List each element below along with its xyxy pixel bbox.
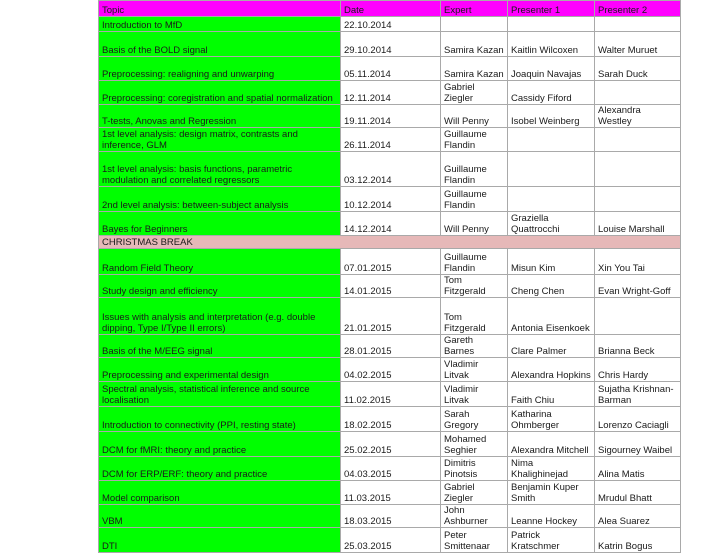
expert-cell: Vladimir Litvak bbox=[441, 382, 508, 407]
header-topic: Topic bbox=[99, 1, 341, 17]
presenter-2-cell: Sigourney Waibel bbox=[595, 432, 681, 457]
date-cell: 14.12.2014 bbox=[341, 212, 441, 236]
header-row bbox=[99, 1, 681, 17]
presenter-2-cell bbox=[595, 81, 681, 105]
date-cell: 19.11.2014 bbox=[341, 105, 441, 128]
table-row bbox=[99, 298, 681, 335]
table-row bbox=[99, 335, 681, 358]
expert-cell: Tom Fitzgerald bbox=[441, 275, 508, 298]
date-cell: 05.11.2014 bbox=[341, 57, 441, 81]
presenter-1-cell: Isobel Weinberg bbox=[508, 105, 595, 128]
presenter-1-cell: Nima Khalighinejad bbox=[508, 457, 595, 481]
table-row bbox=[99, 407, 681, 432]
topic-cell: Preprocessing and experimental design bbox=[99, 358, 341, 382]
separator-label: CHRISTMAS BREAK bbox=[99, 236, 681, 249]
presenter-1-cell: Cassidy Fiford bbox=[508, 81, 595, 105]
topic-cell: Study design and efficiency bbox=[99, 275, 341, 298]
table-row bbox=[99, 432, 681, 457]
expert-cell: Guillaume Flandin bbox=[441, 128, 508, 152]
date-cell: 03.12.2014 bbox=[341, 152, 441, 187]
table-row bbox=[99, 528, 681, 553]
topic-cell: 1st level analysis: basis functions, parametric modulation and correlated regressors bbox=[99, 152, 341, 187]
date-cell: 14.01.2015 bbox=[341, 275, 441, 298]
date-cell: 11.03.2015 bbox=[341, 481, 441, 505]
header-expert: Expert bbox=[441, 1, 508, 17]
table-row bbox=[99, 212, 681, 236]
expert-cell: Guillaume Flandin bbox=[441, 187, 508, 212]
presenter-2-cell bbox=[595, 152, 681, 187]
topic-cell: T-tests, Anovas and Regression bbox=[99, 105, 341, 128]
presenter-2-cell: Sarah Duck bbox=[595, 57, 681, 81]
presenter-2-cell: Xin You Tai bbox=[595, 249, 681, 275]
topic-cell: Bayes for Beginners bbox=[99, 212, 341, 236]
presenter-2-cell: Walter Muruet bbox=[595, 32, 681, 57]
presenter-1-cell: Patrick Kratschmer bbox=[508, 528, 595, 553]
topic-cell: 1st level analysis: design matrix, contrasts and inference, GLM bbox=[99, 128, 341, 152]
presenter-2-cell bbox=[595, 187, 681, 212]
presenter-1-cell: Alexandra Hopkins bbox=[508, 358, 595, 382]
topic-cell: Basis of the M/EEG signal bbox=[99, 335, 341, 358]
table-row bbox=[99, 187, 681, 212]
presenter-2-cell: Sujatha Krishnan-Barman bbox=[595, 382, 681, 407]
expert-cell: Sarah Gregory bbox=[441, 407, 508, 432]
presenter-1-cell: Alexandra Mitchell bbox=[508, 432, 595, 457]
presenter-1-cell: Faith Chiu bbox=[508, 382, 595, 407]
presenter-2-cell: Alexandra Westley bbox=[595, 105, 681, 128]
expert-cell: Tom Fitzgerald bbox=[441, 298, 508, 335]
presenter-2-cell: Louise Marshall bbox=[595, 212, 681, 236]
table-row bbox=[99, 481, 681, 505]
header-date: Date bbox=[341, 1, 441, 17]
presenter-2-cell bbox=[595, 298, 681, 335]
date-cell: 21.01.2015 bbox=[341, 298, 441, 335]
presenter-1-cell bbox=[508, 128, 595, 152]
table-row bbox=[99, 105, 681, 128]
expert-cell: Guillaume Flandin bbox=[441, 152, 508, 187]
table-row bbox=[99, 128, 681, 152]
presenter-1-cell: Kaitlin Wilcoxen bbox=[508, 32, 595, 57]
expert-cell: Dimitris Pinotsis bbox=[441, 457, 508, 481]
table-row bbox=[99, 358, 681, 382]
topic-cell: Model comparison bbox=[99, 481, 341, 505]
topic-cell: Spectral analysis, statistical inference and source localisation bbox=[99, 382, 341, 407]
presenter-2-cell: Evan Wright-Goff bbox=[595, 275, 681, 298]
topic-cell: DCM for ERP/ERF: theory and practice bbox=[99, 457, 341, 481]
expert-cell: John Ashburner bbox=[441, 505, 508, 528]
presenter-2-cell: Lorenzo Caciagli bbox=[595, 407, 681, 432]
presenter-1-cell: Joaquin Navajas bbox=[508, 57, 595, 81]
expert-cell: Vladimir Litvak bbox=[441, 358, 508, 382]
table-row bbox=[99, 152, 681, 187]
expert-cell: Will Penny bbox=[441, 105, 508, 128]
presenter-2-cell: Mrudul Bhatt bbox=[595, 481, 681, 505]
table-row bbox=[99, 382, 681, 407]
table-row bbox=[99, 17, 681, 32]
table-row bbox=[99, 81, 681, 105]
date-cell: 28.01.2015 bbox=[341, 335, 441, 358]
header-presenter-2: Presenter 2 bbox=[595, 1, 681, 17]
expert-cell: Gabriel Ziegler bbox=[441, 481, 508, 505]
presenter-2-cell bbox=[595, 128, 681, 152]
presenter-1-cell: Graziella Quattrocchi bbox=[508, 212, 595, 236]
topic-cell: Introduction to MfD bbox=[99, 17, 341, 32]
date-cell: 12.11.2014 bbox=[341, 81, 441, 105]
date-cell: 07.01.2015 bbox=[341, 249, 441, 275]
topic-cell: Issues with analysis and interpretation (e.g. double dipping, Type I/Type II errors) bbox=[99, 298, 341, 335]
presenter-1-cell bbox=[508, 152, 595, 187]
date-cell: 10.12.2014 bbox=[341, 187, 441, 212]
presenter-1-cell: Benjamin Kuper Smith bbox=[508, 481, 595, 505]
separator-row bbox=[99, 236, 681, 249]
presenter-1-cell: Antonia Eisenkoek bbox=[508, 298, 595, 335]
expert-cell: Peter Smittenaar bbox=[441, 528, 508, 553]
presenter-1-cell: Misun Kim bbox=[508, 249, 595, 275]
table-row bbox=[99, 457, 681, 481]
presenter-1-cell: Katharina Ohmberger bbox=[508, 407, 595, 432]
presenter-1-cell bbox=[508, 17, 595, 32]
topic-cell: VBM bbox=[99, 505, 341, 528]
table-row bbox=[99, 32, 681, 57]
expert-cell: Guillaume Flandin bbox=[441, 249, 508, 275]
date-cell: 25.02.2015 bbox=[341, 432, 441, 457]
schedule-table bbox=[98, 0, 681, 553]
table-row bbox=[99, 505, 681, 528]
date-cell: 25.03.2015 bbox=[341, 528, 441, 553]
expert-cell: Samira Kazan bbox=[441, 57, 508, 81]
date-cell: 18.02.2015 bbox=[341, 407, 441, 432]
topic-cell: Random Field Theory bbox=[99, 249, 341, 275]
expert-cell: Gabriel Ziegler bbox=[441, 81, 508, 105]
table-row bbox=[99, 57, 681, 81]
expert-cell: Mohamed Seghier bbox=[441, 432, 508, 457]
expert-cell: Gareth Barnes bbox=[441, 335, 508, 358]
date-cell: 04.03.2015 bbox=[341, 457, 441, 481]
expert-cell: Samira Kazan bbox=[441, 32, 508, 57]
date-cell: 22.10.2014 bbox=[341, 17, 441, 32]
presenter-2-cell: Chris Hardy bbox=[595, 358, 681, 382]
header-presenter-1: Presenter 1 bbox=[508, 1, 595, 17]
date-cell: 29.10.2014 bbox=[341, 32, 441, 57]
presenter-2-cell: Brianna Beck bbox=[595, 335, 681, 358]
expert-cell: Will Penny bbox=[441, 212, 508, 236]
date-cell: 18.03.2015 bbox=[341, 505, 441, 528]
presenter-2-cell: Katrin Bogus bbox=[595, 528, 681, 553]
topic-cell: Preprocessing: coregistration and spatial normalization bbox=[99, 81, 341, 105]
topic-cell: 2nd level analysis: between-subject analysis bbox=[99, 187, 341, 212]
table-row bbox=[99, 249, 681, 275]
expert-cell bbox=[441, 17, 508, 32]
presenter-2-cell bbox=[595, 17, 681, 32]
table-row bbox=[99, 275, 681, 298]
topic-cell: DCM for fMRI: theory and practice bbox=[99, 432, 341, 457]
date-cell: 04.02.2015 bbox=[341, 358, 441, 382]
topic-cell: Basis of the BOLD signal bbox=[99, 32, 341, 57]
presenter-2-cell: Alea Suarez bbox=[595, 505, 681, 528]
date-cell: 11.02.2015 bbox=[341, 382, 441, 407]
presenter-1-cell bbox=[508, 187, 595, 212]
presenter-1-cell: Leanne Hockey bbox=[508, 505, 595, 528]
presenter-1-cell: Clare Palmer bbox=[508, 335, 595, 358]
presenter-1-cell: Cheng Chen bbox=[508, 275, 595, 298]
topic-cell: DTI bbox=[99, 528, 341, 553]
topic-cell: Preprocessing: realigning and unwarping bbox=[99, 57, 341, 81]
date-cell: 26.11.2014 bbox=[341, 128, 441, 152]
topic-cell: Introduction to connectivity (PPI, resting state) bbox=[99, 407, 341, 432]
presenter-2-cell: Alina Matis bbox=[595, 457, 681, 481]
